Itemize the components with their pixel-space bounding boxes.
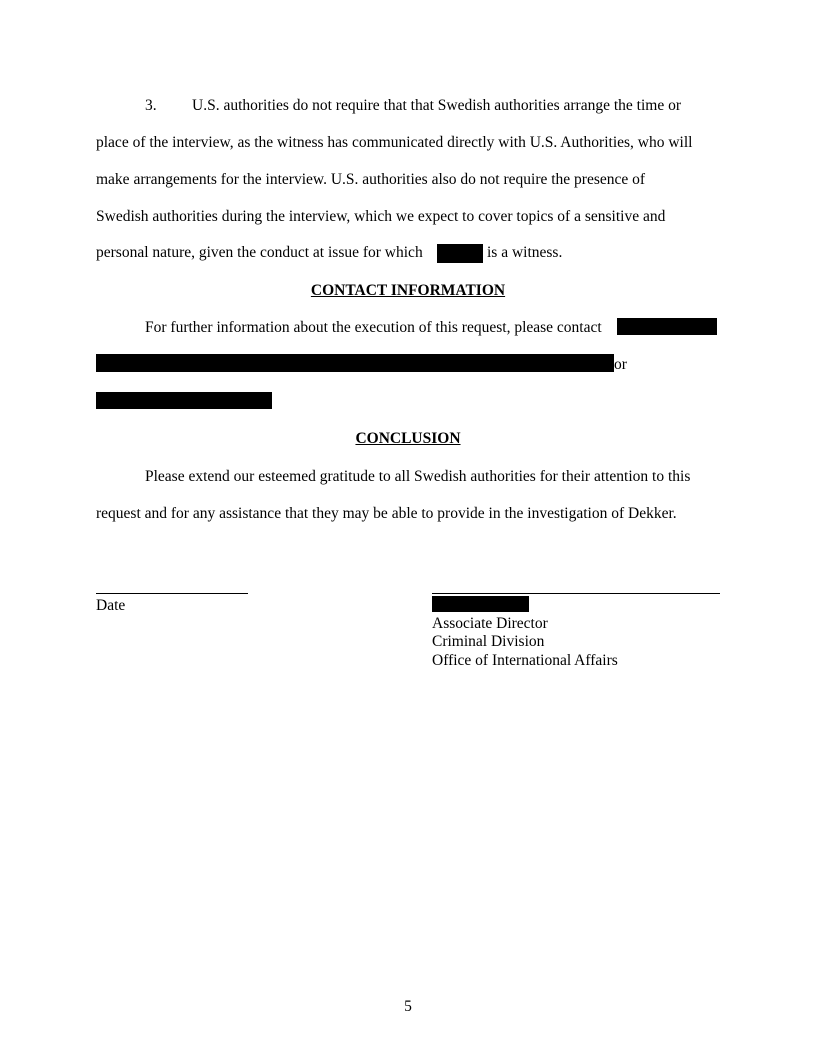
- redaction-contact-name: [617, 318, 717, 335]
- contact-heading: CONTACT INFORMATION: [310, 282, 506, 299]
- contact-line-1: For further information about the execution of this request, please contact: [145, 319, 602, 336]
- signatory-office: Office of International Affairs: [432, 652, 618, 669]
- conclusion-line-2: request and for any assistance that they may be able to provide in the investigation of Dekker.: [96, 505, 677, 522]
- paragraph-3-line-5-end: is a witness.: [487, 244, 563, 261]
- date-signature-line: [96, 593, 248, 594]
- paragraph-3-line-5-start: personal nature, given the conduct at issue for which: [96, 244, 423, 261]
- paragraph-3-line-2: place of the interview, as the witness has communicated directly with U.S. Authorities, who will: [96, 134, 693, 151]
- contact-line-2-tail: or: [614, 356, 627, 373]
- paragraph-3-line-1: U.S. authorities do not require that that Swedish authorities arrange the time or: [192, 97, 681, 114]
- page-number: 5: [404, 998, 412, 1015]
- paragraph-3-line-4: Swedish authorities during the interview, which we expect to cover topics of a sensitive and: [96, 208, 666, 225]
- redaction-witness-name: [437, 244, 483, 263]
- paragraph-number: 3.: [145, 97, 157, 114]
- redaction-contact-alternate: [96, 392, 272, 409]
- redaction-contact-details: [96, 354, 614, 372]
- paragraph-3-line-3: make arrangements for the interview. U.S. authorities also do not require the presence of: [96, 171, 646, 188]
- redaction-signatory-name: [432, 596, 529, 612]
- signatory-title: Associate Director: [432, 615, 548, 632]
- conclusion-line-1: Please extend our esteemed gratitude to all Swedish authorities for their attention to this: [145, 468, 691, 485]
- signature-line: [432, 593, 720, 594]
- signatory-division: Criminal Division: [432, 633, 545, 650]
- date-label: Date: [96, 597, 126, 614]
- conclusion-heading: CONCLUSION: [355, 430, 461, 447]
